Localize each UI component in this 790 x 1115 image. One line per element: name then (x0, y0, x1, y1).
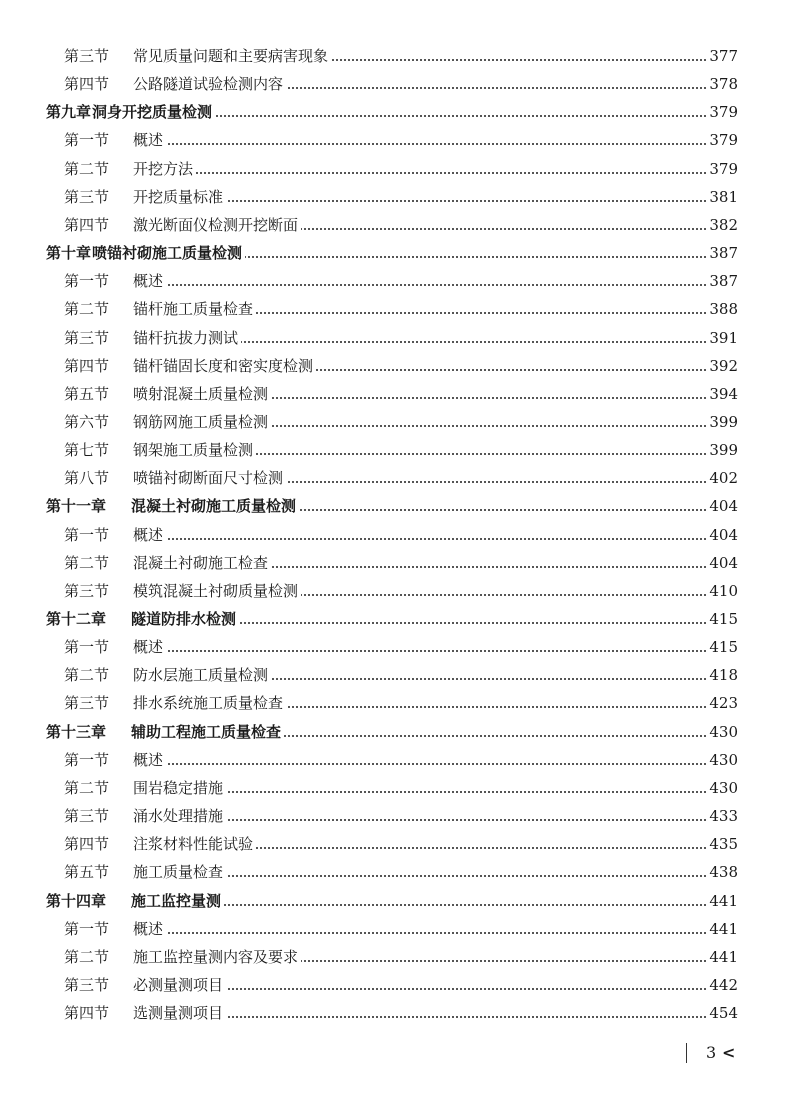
entry-title: 模筑混凝土衬砌质量检测 (133, 577, 301, 605)
toc-section-entry[interactable] (0, 915, 790, 943)
chapter-number: 第十三章 (46, 723, 107, 741)
toc-section-entry[interactable] (0, 858, 790, 886)
toc-chapter-entry[interactable] (0, 492, 790, 520)
section-number: 第二节 (64, 948, 110, 966)
entry-title: 公路隧道试验检测内容 (133, 70, 286, 98)
section-number: 第一节 (64, 751, 110, 769)
section-number: 第五节 (64, 863, 110, 881)
entry-title: 施工监控量测 (131, 887, 224, 915)
entry-title: 锚杆抗拔力测试 (133, 324, 241, 352)
entry-title: 概述 (133, 126, 166, 154)
page-number: 430 (706, 774, 738, 802)
page-number: 415 (706, 633, 738, 661)
page-number: 377 (706, 42, 738, 70)
entry-title: 锚杆锚固长度和密实度检测 (133, 352, 316, 380)
page-number: 379 (706, 155, 738, 183)
page-number: 454 (706, 999, 738, 1027)
toc-section-entry[interactable] (0, 352, 790, 380)
section-number: 第二节 (64, 300, 110, 318)
page-number: 391 (706, 324, 738, 352)
entry-title: 隧道防排水检测 (131, 605, 239, 633)
dot-leader (133, 650, 734, 652)
toc-section-entry[interactable] (0, 689, 790, 717)
entry-title: 围岩稳定措施 (133, 774, 226, 802)
entry-title: 概述 (133, 521, 166, 549)
chapter-number: 第九章 (46, 103, 92, 121)
section-number: 第七节 (64, 441, 110, 459)
entry-title: 混凝土衬砌施工质量检测 (131, 492, 299, 520)
toc-chapter-entry[interactable] (0, 239, 790, 267)
entry-title: 施工质量检查 (133, 858, 226, 886)
page-number: 441 (706, 915, 738, 943)
page-number: 382 (706, 211, 738, 239)
section-number: 第二节 (64, 554, 110, 572)
page-number: 430 (706, 718, 738, 746)
page-number: 381 (706, 183, 738, 211)
page-number: 435 (706, 830, 738, 858)
toc-section-entry[interactable] (0, 155, 790, 183)
toc-section-entry[interactable] (0, 126, 790, 154)
page-number: 379 (706, 126, 738, 154)
section-number: 第三节 (64, 976, 110, 994)
section-number: 第八节 (64, 469, 110, 487)
entry-title: 常见质量问题和主要病害现象 (133, 42, 331, 70)
toc-chapter-entry[interactable] (0, 887, 790, 915)
section-number: 第二节 (64, 666, 110, 684)
dot-leader (133, 284, 734, 286)
section-number: 第三节 (64, 329, 110, 347)
toc-section-entry[interactable] (0, 521, 790, 549)
section-number: 第二节 (64, 779, 110, 797)
entry-title: 注浆材料性能试验 (133, 830, 256, 858)
toc-section-entry[interactable] (0, 408, 790, 436)
page-number: 402 (706, 464, 738, 492)
dot-leader (133, 932, 734, 934)
toc-section-entry[interactable] (0, 42, 790, 70)
entry-title: 施工监控量测内容及要求 (133, 943, 301, 971)
entry-title: 防水层施工质量检测 (133, 661, 271, 689)
entry-title: 喷射混凝土质量检测 (133, 380, 271, 408)
page-number: 423 (706, 689, 738, 717)
chapter-number: 第十一章 (46, 497, 107, 515)
page-number: 441 (706, 887, 738, 915)
toc-chapter-entry[interactable] (0, 605, 790, 633)
page-number: 399 (706, 408, 738, 436)
dot-leader (133, 172, 734, 174)
entry-title: 涌水处理措施 (133, 802, 226, 830)
entry-title: 喷锚衬砌断面尺寸检测 (133, 464, 286, 492)
section-number: 第三节 (64, 582, 110, 600)
section-number: 第五节 (64, 385, 110, 403)
toc-section-entry[interactable] (0, 943, 790, 971)
entry-title: 混凝土衬砌施工检查 (133, 549, 271, 577)
page-number: 399 (706, 436, 738, 464)
entry-title: 概述 (133, 267, 166, 295)
entry-title: 开挖方法 (133, 155, 196, 183)
entry-title: 锚杆施工质量检查 (133, 295, 256, 323)
page-number: 392 (706, 352, 738, 380)
toc-section-entry[interactable] (0, 324, 790, 352)
section-number: 第四节 (64, 357, 110, 375)
toc-section-entry[interactable] (0, 802, 790, 830)
toc-section-entry[interactable] (0, 549, 790, 577)
page-number: 418 (706, 661, 738, 689)
chapter-number: 第十四章 (46, 892, 107, 910)
dot-leader (133, 538, 734, 540)
toc-section-entry[interactable] (0, 999, 790, 1027)
toc-section-entry[interactable] (0, 436, 790, 464)
page-number: 404 (706, 521, 738, 549)
section-number: 第三节 (64, 694, 110, 712)
entry-title: 概述 (133, 633, 166, 661)
page-number: 3 (706, 1043, 717, 1062)
page-number: 442 (706, 971, 738, 999)
page-number: 415 (706, 605, 738, 633)
toc-chapter-entry[interactable] (0, 98, 790, 126)
entry-title: 洞身开挖质量检测 (92, 98, 215, 126)
entry-title: 钢架施工质量检测 (133, 436, 256, 464)
entry-title: 钢筋网施工质量检测 (133, 408, 271, 436)
page-number: 404 (706, 549, 738, 577)
page-number: 387 (706, 267, 738, 295)
section-number: 第一节 (64, 920, 110, 938)
entry-title: 概述 (133, 915, 166, 943)
entry-title: 概述 (133, 746, 166, 774)
page-number: 387 (706, 239, 738, 267)
page-number: 404 (706, 492, 738, 520)
page-marker-icon: < (722, 1043, 736, 1062)
entry-title: 激光断面仪检测开挖断面 (133, 211, 301, 239)
toc-chapter-entry[interactable] (0, 718, 790, 746)
toc-section-entry[interactable] (0, 577, 790, 605)
chapter-number: 第十二章 (46, 610, 107, 628)
toc-section-entry[interactable] (0, 70, 790, 98)
section-number: 第一节 (64, 131, 110, 149)
page-number: 433 (706, 802, 738, 830)
section-number: 第四节 (64, 1004, 110, 1022)
section-number: 第六节 (64, 413, 110, 431)
entry-title: 开挖质量标准 (133, 183, 226, 211)
section-number: 第三节 (64, 188, 110, 206)
page-number: 410 (706, 577, 738, 605)
page-number: 394 (706, 380, 738, 408)
page-number: 379 (706, 98, 738, 126)
toc-section-entry[interactable] (0, 211, 790, 239)
section-number: 第三节 (64, 807, 110, 825)
entry-title: 排水系统施工质量检查 (133, 689, 286, 717)
section-number: 第一节 (64, 272, 110, 290)
dot-leader (133, 143, 734, 145)
toc-section-entry[interactable] (0, 661, 790, 689)
dot-leader (133, 763, 734, 765)
toc-section-entry[interactable] (0, 971, 790, 999)
page-number: 388 (706, 295, 738, 323)
toc-section-entry[interactable] (0, 830, 790, 858)
toc-section-entry[interactable] (0, 267, 790, 295)
page-number: 438 (706, 858, 738, 886)
toc-section-entry[interactable] (0, 380, 790, 408)
footer-divider (686, 1043, 687, 1063)
entry-title: 选测量测项目 (133, 999, 226, 1027)
section-number: 第一节 (64, 638, 110, 656)
section-number: 第四节 (64, 216, 110, 234)
toc-section-entry[interactable] (0, 464, 790, 492)
entry-title: 辅助工程施工质量检查 (131, 718, 284, 746)
section-number: 第四节 (64, 835, 110, 853)
entry-title: 必测量测项目 (133, 971, 226, 999)
toc-section-entry[interactable] (0, 746, 790, 774)
page-number: 378 (706, 70, 738, 98)
section-number: 第三节 (64, 47, 110, 65)
page-number: 430 (706, 746, 738, 774)
chapter-number: 第十章 (46, 244, 92, 262)
toc-section-entry[interactable] (0, 183, 790, 211)
toc-section-entry[interactable] (0, 295, 790, 323)
section-number: 第四节 (64, 75, 110, 93)
entry-title: 喷锚衬砌施工质量检测 (92, 239, 245, 267)
section-number: 第二节 (64, 160, 110, 178)
toc-section-entry[interactable] (0, 774, 790, 802)
page-number: 441 (706, 943, 738, 971)
page-footer (686, 1042, 746, 1066)
toc-section-entry[interactable] (0, 633, 790, 661)
section-number: 第一节 (64, 526, 110, 544)
